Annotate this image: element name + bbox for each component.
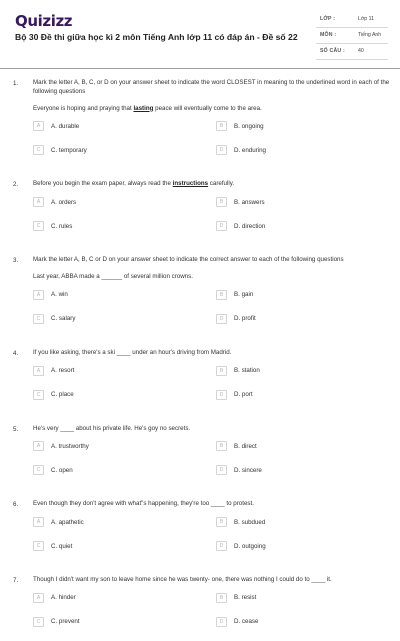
option-label: B. subdued	[234, 518, 266, 526]
question-number: 1.	[13, 80, 19, 87]
option-label: C. open	[51, 466, 73, 474]
question-stem: Everyone is hoping and praying that lasting peace will eventually come to the area.	[33, 104, 262, 112]
option-label: D. enduring	[234, 146, 266, 154]
meta-value: 40	[358, 48, 364, 54]
option-d[interactable]	[216, 390, 366, 404]
answer-checkbox[interactable]: B	[216, 593, 227, 603]
answer-checkbox[interactable]: D	[216, 390, 227, 400]
question-number: 6.	[13, 501, 19, 509]
answer-checkbox[interactable]: D	[216, 465, 227, 475]
option-label: D. port	[234, 391, 253, 399]
option-d[interactable]	[216, 617, 366, 631]
option-b[interactable]	[216, 366, 366, 380]
answer-checkbox[interactable]: A	[33, 517, 44, 527]
option-d[interactable]	[216, 314, 366, 328]
answer-options	[33, 290, 400, 338]
option-c[interactable]	[33, 617, 183, 631]
answer-checkbox[interactable]: A	[33, 290, 44, 300]
answer-options	[33, 197, 400, 245]
option-a[interactable]	[33, 121, 183, 135]
quizizz-logo: Quizizz	[15, 12, 73, 30]
option-b[interactable]	[216, 290, 366, 304]
option-b[interactable]	[216, 441, 366, 455]
meta-key: SỐ CÂU :	[320, 48, 345, 54]
option-c[interactable]	[33, 541, 183, 555]
option-label: B. ongoing	[234, 122, 264, 130]
option-label: B. answers	[234, 198, 265, 206]
option-label: D. direction	[234, 222, 266, 230]
underlined-word: lasting	[133, 104, 154, 112]
question-stem: Before you begin the exam paper, always read the instructions carefully.	[33, 180, 235, 188]
answer-checkbox[interactable]: C	[33, 465, 44, 475]
question-4	[0, 346, 400, 414]
answer-checkbox[interactable]: D	[216, 221, 227, 231]
answer-checkbox[interactable]: D	[216, 541, 227, 551]
answer-checkbox[interactable]: C	[33, 541, 44, 551]
question-stem: Even though they don't agree with what"s happening, they're too ____ to protest.	[33, 500, 254, 508]
question-stem: Though I didn't want my son to leave home since he was twenty- one, there was nothing I could do to ____ it.	[33, 576, 332, 584]
option-label: A. trustworthy	[51, 442, 89, 450]
meta-row-grade	[316, 12, 388, 28]
option-c[interactable]	[33, 145, 183, 159]
answer-checkbox[interactable]: D	[216, 617, 227, 627]
option-label: D. outgoing	[234, 542, 266, 550]
underlined-word: instructions	[172, 180, 209, 188]
option-c[interactable]	[33, 390, 183, 404]
answer-checkbox[interactable]: B	[216, 290, 227, 300]
question-stem: If you like asking, there's a ski ____ under an hour's driving from Madrid.	[33, 348, 232, 356]
question-number: 2.	[13, 181, 19, 189]
option-c[interactable]	[33, 465, 183, 479]
question-number: 7.	[13, 577, 19, 585]
option-label: C. place	[51, 391, 74, 399]
option-c[interactable]	[33, 221, 183, 235]
question-3	[0, 253, 400, 338]
meta-value: Tiếng Anh	[358, 32, 382, 38]
option-a[interactable]	[33, 441, 183, 455]
option-d[interactable]	[216, 221, 366, 235]
option-label: D. sincere	[234, 466, 262, 474]
question-1	[0, 76, 400, 169]
question-2	[0, 177, 400, 245]
option-label: A. resort	[51, 367, 75, 375]
option-d[interactable]	[216, 465, 366, 479]
option-b[interactable]	[216, 121, 366, 135]
option-b[interactable]	[216, 593, 366, 607]
answer-checkbox[interactable]: C	[33, 390, 44, 400]
answer-checkbox[interactable]: C	[33, 221, 44, 231]
question-7	[0, 573, 400, 641]
answer-options	[33, 121, 400, 169]
answer-checkbox[interactable]: C	[33, 145, 44, 155]
option-label: B. gain	[234, 291, 254, 299]
answer-options	[33, 441, 400, 489]
question-number: 4.	[13, 349, 19, 357]
answer-checkbox[interactable]: A	[33, 593, 44, 603]
answer-checkbox[interactable]: A	[33, 366, 44, 376]
option-label: C. prevent	[51, 618, 80, 626]
question-number: 5.	[13, 425, 19, 433]
answer-checkbox[interactable]: D	[216, 314, 227, 324]
answer-checkbox[interactable]: B	[216, 121, 227, 131]
answer-checkbox[interactable]: C	[33, 314, 44, 324]
option-label: D. cease	[234, 618, 259, 626]
answer-checkbox[interactable]: C	[33, 617, 44, 627]
answer-options	[33, 366, 400, 414]
answer-options	[33, 517, 400, 565]
meta-key: LỚP :	[320, 16, 336, 22]
meta-value: Lớp 11	[358, 16, 374, 22]
option-a[interactable]	[33, 197, 183, 211]
header-divider	[0, 68, 400, 69]
option-d[interactable]	[216, 541, 366, 555]
question-6	[0, 497, 400, 565]
option-d[interactable]	[216, 145, 366, 159]
option-label: A. durable	[51, 122, 80, 130]
option-label: B. direct	[234, 442, 257, 450]
option-label: C. temporary	[51, 146, 87, 154]
question-5	[0, 422, 400, 490]
answer-checkbox[interactable]: B	[216, 366, 227, 376]
answer-options	[33, 593, 400, 641]
answer-checkbox[interactable]: B	[216, 517, 227, 527]
option-c[interactable]	[33, 314, 183, 328]
answer-checkbox[interactable]: B	[216, 441, 227, 451]
worksheet-title: Bộ 30 Đề thi giữa học kì 2 môn Tiếng Anh lớp 11 có đáp án - Đề số 22	[15, 32, 298, 42]
option-b[interactable]	[216, 517, 366, 531]
meta-row-subject	[316, 28, 388, 44]
option-label: B. station	[234, 367, 260, 375]
meta-key: MÔN :	[320, 32, 337, 38]
answer-checkbox[interactable]: A	[33, 121, 44, 131]
option-a[interactable]	[33, 517, 183, 531]
option-label: A. apathetic	[51, 518, 84, 526]
option-label: C. rules	[51, 222, 73, 230]
option-label: B. resist	[234, 594, 257, 602]
question-number: 3.	[13, 257, 19, 265]
question-stem: Last year, ABBA made a ______ of several million crowns.	[33, 272, 193, 280]
answer-checkbox[interactable]: D	[216, 145, 227, 155]
question-instruction: Mark the letter A, B, C, or D on your answer sheet to indicate the word CLOSEST in meaning to the underlined word in each of the following questions	[33, 79, 390, 95]
option-b[interactable]	[216, 197, 366, 211]
option-label: A. orders	[51, 198, 77, 206]
option-a[interactable]	[33, 290, 183, 304]
option-a[interactable]	[33, 593, 183, 607]
worksheet-header	[0, 0, 400, 68]
answer-checkbox[interactable]: B	[216, 197, 227, 207]
question-list	[0, 76, 400, 641]
answer-checkbox[interactable]: A	[33, 441, 44, 451]
option-label: A. hinder	[51, 594, 76, 602]
option-a[interactable]	[33, 366, 183, 380]
question-instruction: Mark the letter A, B, C or D on your answer sheet to indicate the correct answer to each of the following questions	[33, 256, 344, 264]
option-label: D. profit	[234, 315, 256, 323]
option-label: C. salary	[51, 315, 76, 323]
worksheet-meta-table	[316, 12, 388, 60]
option-label: A. win	[51, 291, 68, 299]
option-label: C. quiet	[51, 542, 73, 550]
meta-row-question-count	[316, 44, 388, 60]
answer-checkbox[interactable]: A	[33, 197, 44, 207]
question-stem: He's very ____ about his private life. He's goy no secrets.	[33, 424, 191, 432]
